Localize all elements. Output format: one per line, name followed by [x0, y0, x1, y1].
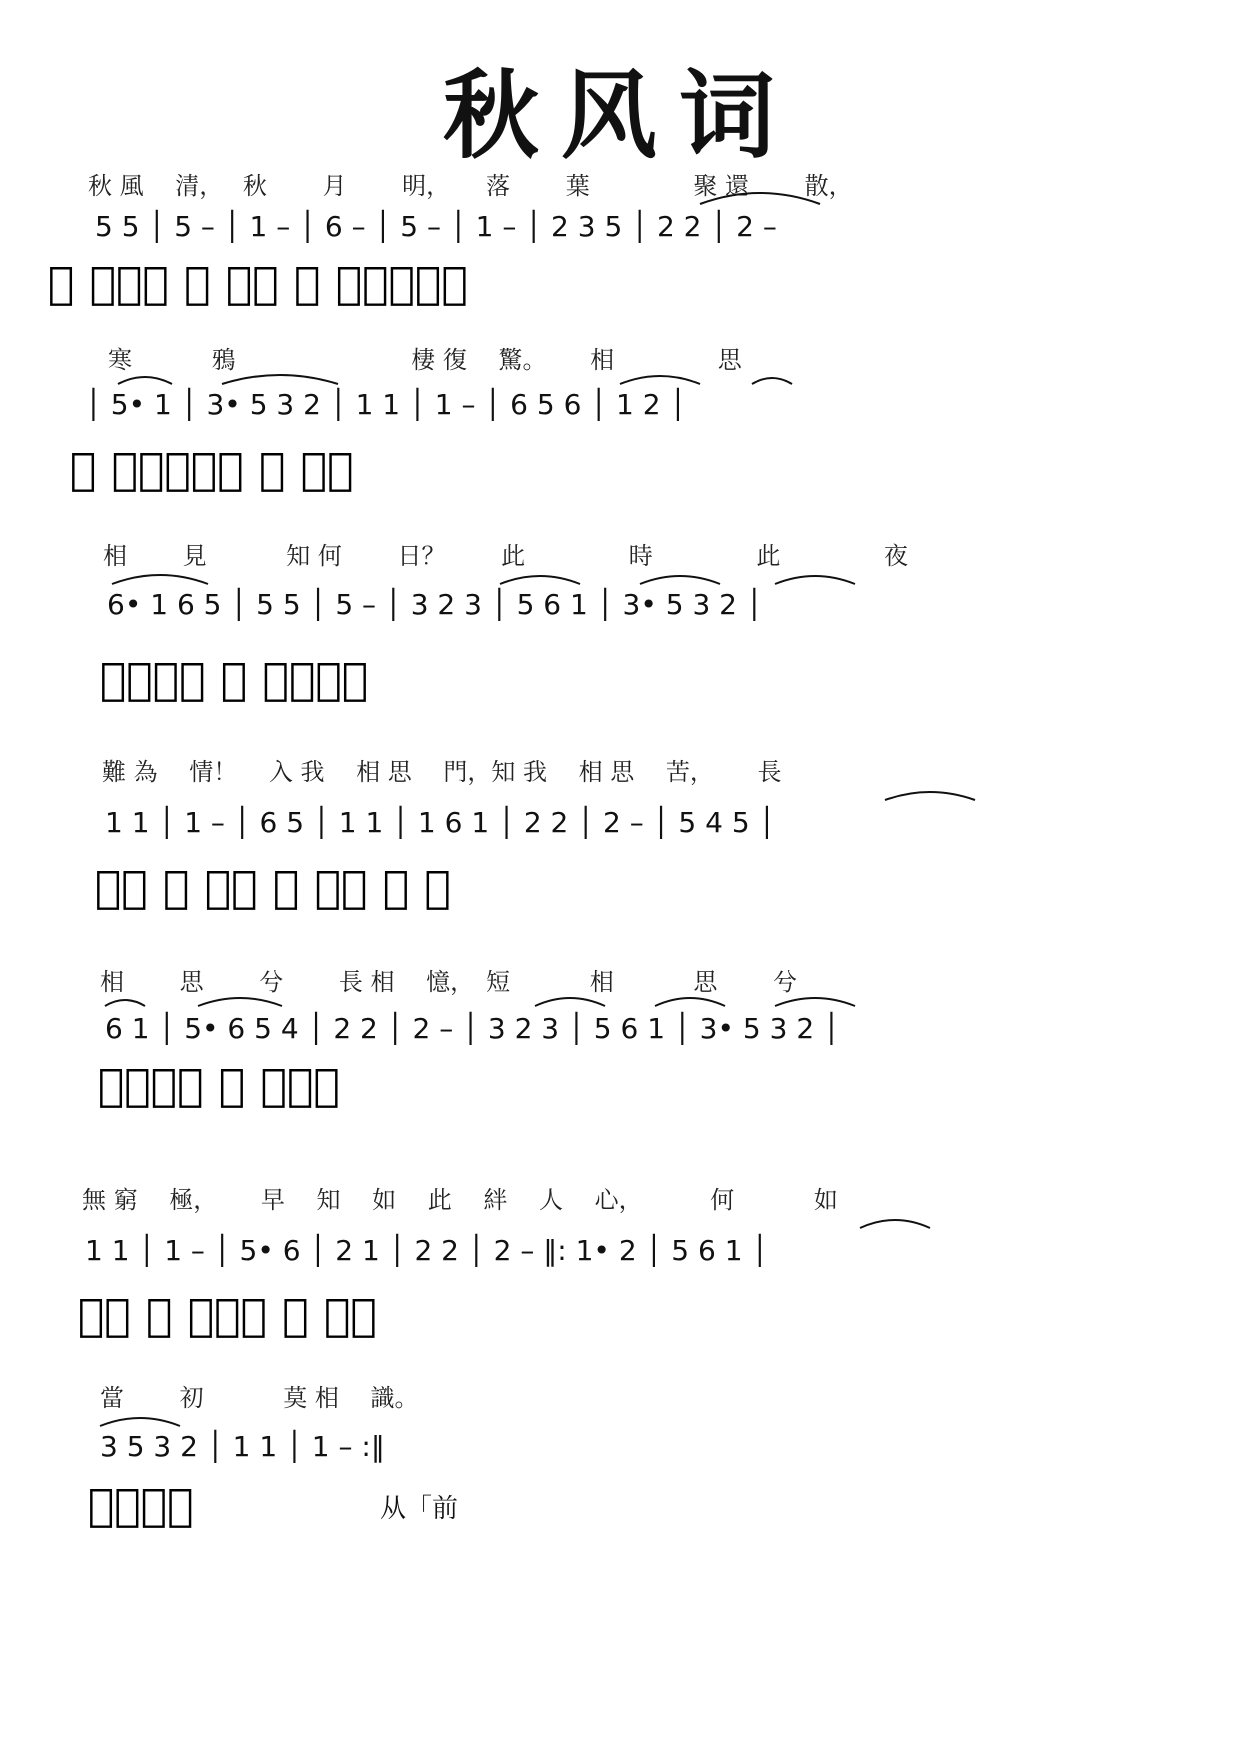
tablature-row-4: 𫝀𫝀 ⑦ 𫝀𫝀 ⑧ 𫝀𫝀 ⑨ 𫝀	[95, 862, 451, 913]
lyrics-row-5: 相 思 兮 長 相 憶， 短 相 思 兮	[100, 968, 798, 996]
slur	[655, 998, 725, 1006]
slur	[885, 792, 975, 800]
notation-row-6: 1 1 │ 1 – │ 5• 6 │ 2 1 │ 2 2 │ 2 – ‖: 1• 2 │ 5 6 1 │	[85, 1234, 769, 1267]
lyrics-row-7: 當 初 莫 相 識。	[100, 1384, 419, 1412]
slur	[620, 376, 700, 384]
lyrics-row-4: 難 為 情！ 入 我 相 思 門，知 我 相 思 苦， 長	[102, 758, 782, 786]
lyrics-row-3: 相 見 知 何 日？ 此 時 此 夜	[103, 542, 909, 570]
slur	[118, 377, 172, 384]
notation-row-3: 6• 1 6 5 │ 5 5 │ 5 – │ 3 2 3 │ 5 6 1 │ 3• 5 3 2 │	[107, 588, 763, 621]
slur	[535, 998, 605, 1006]
slur	[640, 576, 720, 584]
slur	[222, 375, 338, 384]
tablature-row-6: 𫝀𫝀 ⑪ 𫝀𫝀𫝀 ⑫ 𫝀𫝀	[78, 1290, 377, 1341]
notation-row-5: 6 1 │ 5• 6 5 4 │ 2 2 │ 2 – │ 3 2 3 │ 5 6 1 │ 3• 5 3 2 │	[105, 1012, 840, 1045]
notation-row-7: 3 5 3 2 │ 1 1 │ 1 – :‖	[100, 1430, 385, 1463]
slur	[860, 1220, 930, 1228]
tablature-row-7: 𫝀𫝀𫝀𫝀	[88, 1480, 194, 1531]
lyrics-row-6: 無 窮 極， 早 知 如 此 絆 人 心， 何 如	[82, 1186, 838, 1214]
slur	[775, 998, 855, 1006]
slur	[775, 576, 855, 584]
ending-note: 从「前	[380, 1494, 459, 1524]
tablature-row-2: ④ 𫝀𫝀𫝀𫝀𫝀 ⑤ 𫝀𫝀	[70, 444, 354, 495]
slur	[100, 1418, 180, 1426]
lyrics-row-2: 寒 鴉 棲 復 驚。 相 思	[108, 346, 742, 374]
slur	[112, 575, 208, 584]
lyrics-row-1: 秋 風 清， 秋 月 明， 落 葉 聚 還 散，	[88, 172, 853, 200]
slur	[500, 576, 580, 584]
slur	[198, 998, 282, 1006]
slur	[105, 1000, 145, 1006]
tablature-row-3: 𫝀𫝀𫝀𫝀 ⑥ 𫝀𫝀𫝀𫝀	[100, 654, 369, 705]
notation-row-1: 5 5 │ 5 – │ 1 – │ 6 – │ 5 – │ 1 – │ 2 3 5 │ 2 2 │ 2 –	[95, 210, 777, 243]
slur	[752, 378, 792, 384]
notation-row-2: │ 5• 1 │ 3• 5 3 2 │ 1 1 │ 1 – │ 6 5 6 │ 1 2 │	[85, 388, 687, 421]
page-title: 秋风词	[443, 59, 797, 172]
tablature-row-5: 𫝀𫝀𫝀𫝀 ⑩ 𫝀𫝀𫝀	[98, 1060, 340, 1111]
tablature-row-1: ① 𫝀𫝀𫝀 ② 𫝀𫝀 ③ 𫝀𫝀𫝀𫝀𫝀	[48, 258, 468, 309]
notation-row-4: 1 1 │ 1 – │ 6 5 │ 1 1 │ 1 6 1 │ 2 2 │ 2 – │ 5 4 5 │	[105, 806, 776, 839]
